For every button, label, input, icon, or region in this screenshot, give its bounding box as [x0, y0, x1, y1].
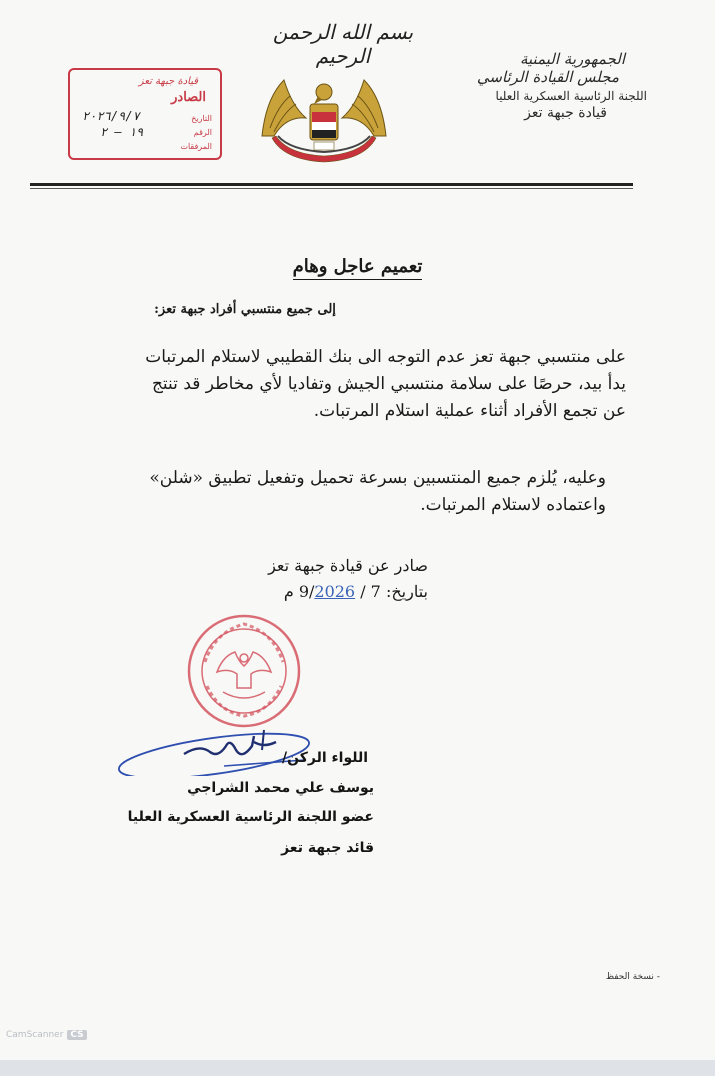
- scanner-watermark: [6, 1030, 87, 1040]
- signatory-block: [120, 750, 374, 856]
- command-line: قيادة جبهة تعز: [524, 105, 607, 121]
- eagle-emblem-icon: [244, 66, 404, 170]
- basmala: بسم الله الرحمن الرحيم: [272, 20, 414, 68]
- stamp-number-value: ١٩ — ٢: [100, 125, 144, 139]
- letterhead: [447, 50, 647, 121]
- issue-date-prefix: بتاريخ: 7 / 9/: [298, 582, 428, 601]
- recipients-line: إلى جميع منتسبي أفراد جبهة تعز:: [154, 302, 336, 317]
- paragraph-1-line: على منتسبي جبهة تعز عدم التوجه الى بنك القطيبي لاستلام المرتبات: [145, 347, 626, 367]
- paragraph-2-line: واعتماده لاستلام المرتبات.: [420, 495, 606, 515]
- issue-date: [200, 579, 428, 605]
- screenshot-bottom-strip: [0, 1060, 715, 1076]
- scanner-watermark-text: CamScanner: [6, 1030, 64, 1040]
- paragraph-1-line: عن تجمع الأفراد أثناء عملية استلام المرتبات.: [313, 401, 626, 421]
- signatory-name: يوسف علي محمد الشراجي: [187, 780, 374, 796]
- paragraph-2-line: وعليه، يُلزم جميع المنتسبين بسرعة تحميل وتفعيل تطبيق «شلن»: [149, 468, 606, 488]
- stamp-number-label: الرقم: [193, 128, 212, 137]
- committee-line: اللجنة الرئاسية العسكرية العليا: [495, 89, 647, 103]
- stamp-attachments-label: المرفقات: [180, 142, 212, 151]
- document-title: [0, 256, 715, 277]
- header-divider: [30, 183, 633, 186]
- document-title-text: تعميم عاجل وهام: [293, 256, 423, 280]
- outgoing-stamp-header: قيادة جبهة تعز: [138, 76, 198, 87]
- header-divider-thin: [30, 188, 633, 189]
- issue-date-year: 2026: [314, 582, 356, 601]
- outgoing-stamp-title: الصادر: [171, 90, 206, 105]
- stamp-date-value: ٢٠٢٦/٩/٧: [82, 109, 140, 123]
- issued-by: صادر عن قيادة جبهة تعز: [268, 556, 428, 575]
- signatory-position: عضو اللجنة الرئاسية العسكرية العليا: [127, 809, 374, 825]
- official-round-stamp-icon: [185, 612, 303, 730]
- paragraph-1: [40, 344, 626, 425]
- paragraph-2: [40, 465, 606, 519]
- signatory-role: قائد جبهة تعز: [281, 840, 374, 856]
- council-line: مجلس القيادة الرئاسي: [476, 68, 619, 86]
- stamp-date-label: التاريخ: [191, 114, 212, 123]
- file-copy-note: - نسخة الحفظ: [605, 972, 660, 982]
- signatory-rank: اللواء الركن/: [282, 750, 368, 766]
- camscanner-logo-icon: CS: [67, 1030, 86, 1040]
- republic-line: الجمهورية اليمنية: [519, 50, 625, 68]
- issue-date-suffix: م: [283, 582, 299, 601]
- outgoing-stamp: [68, 68, 222, 160]
- paragraph-1-line: يدأ بيد، حرصًا على سلامة منتسبي الجيش وتفاديا لأي مخاطر قد تنتج: [151, 374, 626, 394]
- issuance-block: [200, 553, 428, 605]
